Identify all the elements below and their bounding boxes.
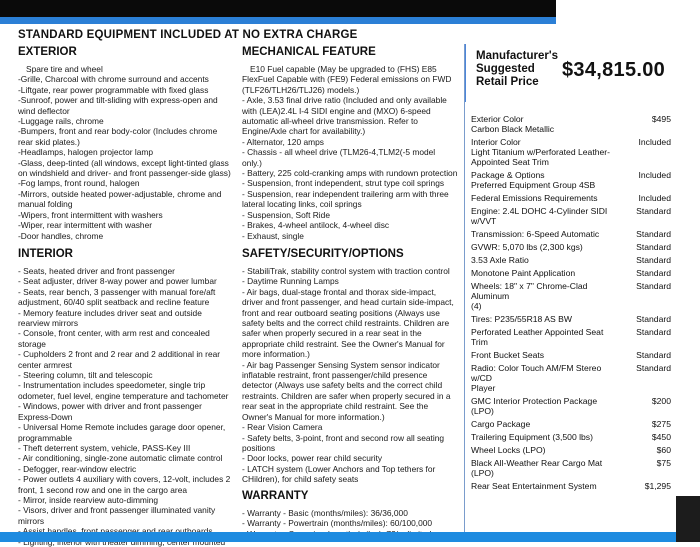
safety-line: more information.): [242, 349, 310, 360]
option-row: [471, 281, 671, 311]
safety-line: - Air bags, dual-stage frontal and thorax side-impact,: [242, 286, 437, 297]
safety-list: [242, 266, 464, 485]
exterior-line: -Wipers, front intermittent with washers: [18, 209, 163, 220]
option-name: Federal Emissions Requirements: [471, 193, 598, 203]
mechanical-line: - Brakes, 4-wheel antilock, 4-wheel disc: [242, 220, 390, 231]
mechanical-line: (TLF26/TLH26/TLJ26) models.): [242, 84, 360, 95]
safety-line: driver and front passenger, and head curtain side-impact,: [242, 297, 454, 308]
option-value: Standard: [636, 255, 671, 265]
top-blue-accent: [0, 17, 556, 24]
option-name: Engine: 2.4L DOHC 4-Cylinder SIDI w/VVT: [471, 206, 608, 226]
safety-line: restraints. Children are safer when properly secured in a: [242, 390, 451, 401]
safety-line: Owner's Manual for more information.): [242, 411, 385, 422]
interior-line: - Seats, rear bench, 3 passenger with manual fore/aft: [18, 286, 216, 297]
interior-line: - Cupholders 2 front and 2 rear and 2 additional in rear: [18, 349, 221, 360]
mechanical-line: - Suspension, rear independent trailering arm with three: [242, 188, 449, 199]
option-name: Front Bucket Seats: [471, 350, 545, 360]
exterior-line: -Grille, Charcoal with chrome surround and accents: [18, 74, 209, 85]
option-name: Rear Seat Entertainment System: [471, 481, 597, 491]
option-name: Trailering Equipment (3,500 lbs): [471, 432, 593, 442]
safety-line: - LATCH system (Lower Anchors and Top tethers for: [242, 463, 436, 474]
option-row: [471, 327, 671, 347]
exterior-line: -Bumpers, front and rear body-color (Includes chrome: [18, 126, 218, 137]
safety-line: safer when properly secured in a rear seat in the: [242, 328, 422, 339]
exterior-line: on windshield and driver- and front passenger-side glass): [18, 168, 231, 179]
interior-line: front, 1 second row and one in the cargo area: [18, 484, 188, 495]
safety-line: appropriate child restraint. See the Owner's Manual for: [242, 338, 445, 349]
bottom-blue-strip: [0, 532, 676, 542]
option-value: $60: [656, 445, 671, 455]
safety-line: - StabiliTrak, stability control system with traction control: [242, 266, 450, 276]
option-value: $495: [651, 114, 671, 124]
msrp-panel: [464, 44, 677, 532]
mechanical-line: - Chassis - all wheel drive (TLM26-4,TLM2(-5 model: [242, 147, 436, 158]
interior-line: - Air conditioning, single-zone automatic climate control: [18, 453, 223, 464]
option-row: [471, 314, 671, 324]
mechanical-line: Engine/Axle chart for availability.): [242, 126, 366, 137]
safety-line: safety belts and the correct child restraints. Children are: [242, 318, 450, 329]
option-row: [471, 432, 671, 442]
option-row: [471, 193, 671, 203]
window-sticker: [8, 24, 676, 532]
option-row: [471, 170, 671, 190]
msrp-label: Manufacturer's Suggested Retail Price: [476, 50, 558, 88]
exterior-line: -Luggage rails, chrome: [18, 116, 104, 127]
exterior-line: -Sunroof, power and tilt-sliding with express-open and: [18, 95, 218, 106]
interior-line: - Seats, heated driver and front passenger: [18, 266, 175, 276]
interior-line: storage: [18, 338, 46, 349]
warranty-line: - Warranty - Basic (months/miles): 36/36,000: [242, 508, 408, 518]
interior-list: [18, 266, 242, 547]
interior-line: - Visors, driver and front passenger illuminated vanity: [18, 505, 216, 516]
option-value: Standard: [636, 327, 671, 337]
option-value: Included: [638, 170, 671, 180]
interior-line: - Defogger, rear-window electric: [18, 463, 137, 474]
option-row: [471, 114, 671, 134]
option-row: [471, 350, 671, 360]
exterior-line: -Fog lamps, front round, halogen: [18, 178, 140, 189]
interior-line: odometer, fuel level, engine temperature and tachometer: [18, 390, 229, 401]
corner-dark-strip: [676, 496, 700, 542]
option-value: Standard: [636, 242, 671, 252]
interior-line: programmable: [18, 432, 72, 443]
option-row: [471, 255, 671, 265]
mechanical-line: - Exhaust, single: [242, 230, 304, 241]
option-value: $200: [651, 396, 671, 406]
option-name: GMC Interior Protection Package (LPO): [471, 396, 598, 416]
option-name: Transmission: 6-Speed Automatic: [471, 229, 600, 239]
mechanical-line: FlexFuel Capable with (FE9) Federal emissions on FWD: [242, 74, 452, 85]
interior-line: adjustment, 60/40 split seatback and recline feature: [18, 297, 210, 308]
mechanical-line: only.): [242, 157, 262, 168]
exterior-line: -Wiper, rear intermittent with washer: [18, 220, 153, 231]
safety-line: - Safety belts, 3-point, front and second row all seating: [242, 432, 445, 443]
option-value: Standard: [636, 206, 671, 216]
mechanical-line: - Axle, 3.53 final drive ratio (Included and only available: [242, 95, 447, 106]
option-row: [471, 363, 671, 393]
interior-line: - Theft deterrent system, vehicle, PASS-Key III: [18, 442, 191, 453]
safety-heading: SAFETY/SECURITY/OPTIONS: [242, 248, 404, 260]
mechanical-line: lateral locating links, coil springs: [242, 199, 362, 210]
interior-line: - Memory feature includes driver seat and outside: [18, 307, 202, 318]
option-value: Standard: [636, 268, 671, 278]
option-row: [471, 419, 671, 429]
option-name: Radio: Color Touch AM/FM Stereo w/CD Player: [471, 363, 602, 393]
exterior-line: -Glass, deep-tinted (all windows, except light-tinted glass: [18, 157, 229, 168]
sticker-title: STANDARD EQUIPMENT INCLUDED AT NO EXTRA CHARGE: [18, 29, 358, 41]
option-value: Included: [638, 137, 671, 147]
option-value: Standard: [636, 281, 671, 291]
option-name: Wheel Locks (LPO): [471, 445, 546, 455]
option-value: Standard: [636, 314, 671, 324]
safety-line: rear seat in the appropriate child restraint. See the: [242, 401, 429, 412]
option-value: $275: [651, 419, 671, 429]
option-row: [471, 481, 671, 491]
option-row: [471, 445, 671, 455]
option-row: [471, 137, 671, 167]
options-list: [471, 114, 671, 494]
interior-line: center armrest: [18, 359, 72, 370]
mechanical-line: - Battery, 225 cold-cranking amps with rundown protection: [242, 168, 458, 179]
option-name: 3.53 Axle Ratio: [471, 255, 529, 265]
interior-line: mirrors: [18, 515, 45, 526]
mechanical-heading: MECHANICAL FEATURE: [242, 46, 376, 58]
exterior-line: manual folding: [18, 199, 73, 210]
option-value: Standard: [636, 350, 671, 360]
option-value: $450: [651, 432, 671, 442]
interior-line: - Console, front center, with arm rest and concealed: [18, 328, 210, 339]
option-value: $1,295: [644, 481, 671, 491]
mechanical-line: with (LEA)2.4L I-4 SIDI engine and (MXO) 6-speed: [242, 105, 431, 116]
mechanical-line: E10 Fuel capable (May be upgraded to (FHS) E85: [250, 64, 437, 74]
option-name: GVWR: 5,070 lbs (2,300 kgs): [471, 242, 583, 252]
safety-line: inflatable restraint, front passenger/child presence: [242, 370, 428, 381]
option-row: [471, 242, 671, 252]
msrp-box: [465, 44, 678, 102]
mechanical-line: automatic all-wheel drive transmission. Refer to: [242, 116, 418, 127]
warranty-line: - Warranty - Powertrain (months/miles): 60/100,000: [242, 518, 433, 529]
exterior-line: rear skid plates.): [18, 136, 80, 147]
option-value: Standard: [636, 229, 671, 239]
option-value: Included: [638, 193, 671, 203]
option-name: Monotone Paint Application: [471, 268, 576, 278]
exterior-line: wind deflector: [18, 105, 70, 116]
interior-line: - Instrumentation includes speedometer, single trip: [18, 380, 206, 391]
option-name: Perforated Leather Appointed Seat Trim: [471, 327, 604, 347]
mechanical-line: - Suspension, Soft Ride: [242, 209, 330, 220]
exterior-line: -Liftgate, rear power programmable with fixed glass: [18, 84, 209, 95]
msrp-price: $34,815.00: [562, 59, 666, 81]
option-name: Package & Options Preferred Equipment Group 4SB: [471, 170, 596, 190]
exterior-heading: EXTERIOR: [18, 46, 77, 58]
option-name: Tires: P235/55R18 AS BW: [471, 314, 572, 324]
interior-heading: INTERIOR: [18, 248, 73, 260]
top-dark-band: [0, 0, 556, 17]
exterior-line: Spare tire and wheel: [26, 64, 103, 74]
option-row: [471, 458, 671, 478]
option-name: Black All-Weather Rear Cargo Mat (LPO): [471, 458, 603, 478]
option-row: [471, 268, 671, 278]
option-row: [471, 206, 671, 226]
safety-line: - Daytime Running Lamps: [242, 276, 339, 287]
safety-line: positions: [242, 442, 276, 453]
mechanical-list: [242, 64, 464, 241]
exterior-line: -Headlamps, halogen projector lamp: [18, 147, 154, 158]
interior-line: - Steering column, tilt and telescopic: [18, 370, 153, 381]
safety-line: - Rear Vision Camera: [242, 422, 323, 433]
interior-line: Express-Down: [18, 411, 73, 422]
interior-line: - Windows, power with driver and front passenger: [18, 401, 202, 412]
interior-line: - Seat adjuster, driver 8-way power and power lumbar: [18, 276, 217, 287]
mechanical-line: - Alternator, 120 amps: [242, 136, 324, 147]
safety-line: - Door locks, power rear child security: [242, 453, 383, 464]
interior-line: rearview mirrors: [18, 318, 79, 329]
option-value: Standard: [636, 363, 671, 373]
warranty-heading: WARRANTY: [242, 490, 309, 502]
option-name: Wheels: 18" x 7" Chrome-Clad Aluminum (4): [471, 281, 588, 311]
option-value: $75: [656, 458, 671, 468]
option-row: [471, 229, 671, 239]
exterior-line: -Mirrors, outside heated power-adjustable, chrome and: [18, 188, 222, 199]
option-row: [471, 396, 671, 416]
option-name: Cargo Package: [471, 419, 531, 429]
interior-line: - Universal Home Remote includes garage door opener,: [18, 422, 226, 433]
mechanical-line: - Suspension, front independent, strut type coil springs: [242, 178, 445, 189]
exterior-line: -Door handles, chrome: [18, 230, 104, 241]
option-name: Interior Color Light Titanium w/Perforated Leather- Appointed Seat Trim: [471, 137, 611, 167]
safety-line: CHildren), for child safety seats: [242, 474, 359, 485]
exterior-list: [18, 64, 240, 241]
interior-line: - Mirror, inside rearview auto-dimming: [18, 494, 159, 505]
interior-line: - Power outlets 4 auxiliary with covers, 12-volt, includes 2: [18, 474, 231, 485]
safety-line: front and rear outboard seating positions (Always use: [242, 307, 440, 318]
option-name: Exterior Color Carbon Black Metallic: [471, 114, 555, 134]
safety-line: detector (Always use safety belts and the correct child: [242, 380, 443, 391]
safety-line: - Air bag Passenger Sensing System sensor indicator: [242, 359, 440, 370]
